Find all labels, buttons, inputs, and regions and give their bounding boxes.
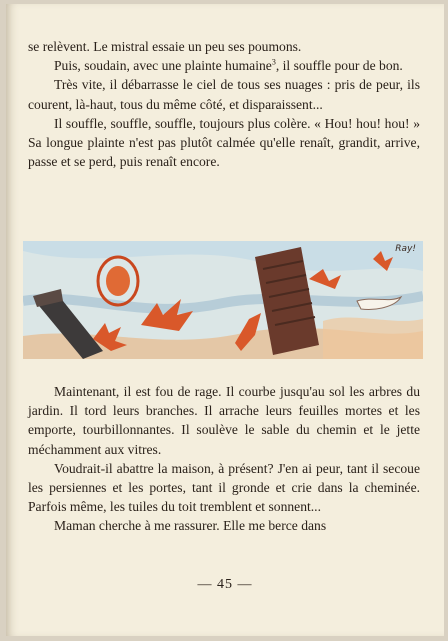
footnote-mark: 3: [271, 57, 276, 67]
paragraph-2-head: Puis, soudain, avec une plainte humaine: [54, 58, 272, 74]
wind-illustration-drawing: [23, 241, 423, 359]
page-number: — 45 —: [197, 577, 253, 592]
wind-illustration: [23, 241, 423, 359]
top-text-block: [28, 37, 420, 171]
paragraph-4: Il souffle, souffle, souffle, toujours plus colère. « Hou! hou! hou! » Sa longue plainte n'est pas plutôt calmée qu'elle renaît, grandit, arrive, passe et se perd, puis renaît encore.: [28, 115, 420, 170]
paragraph-2: [28, 56, 420, 75]
paragraph-7: Maman cherche à me rassurer. Elle me berce dans: [54, 518, 327, 534]
paragraph-6: Voudrait-il abattre la maison, à présent? J'en ai peur, tant il secoue les persiennes et les portes, tant il gronde et crie dans la cheminée. Parfois même, les tuiles du toit tremblent et sonnent...: [28, 460, 420, 515]
paragraph-2-tail: , il souffle pour de bon.: [275, 58, 403, 74]
artist-signature: Ray!: [395, 244, 416, 254]
ground-band-right: [323, 317, 423, 359]
paragraph-3: Très vite, il débarrasse le ciel de tous ses nuages : pris de peur, ils courent, là-haut, tous du même côté, et disparaissent...: [28, 77, 420, 112]
book-page: [6, 4, 444, 636]
bottom-text-block: [28, 382, 420, 536]
paragraph-1: se relèvent. Le mistral essaie un peu ses poumons.: [28, 39, 302, 54]
paragraph-5: Maintenant, il est fou de rage. Il courbe jusqu'au sol les arbres du jardin. Il tord leurs branches. Il arrache leurs feuilles mortes et les emporte, tourbillonnantes. Il soulève le sable du chemin et le jette méchamment aux vitres.: [28, 384, 420, 457]
